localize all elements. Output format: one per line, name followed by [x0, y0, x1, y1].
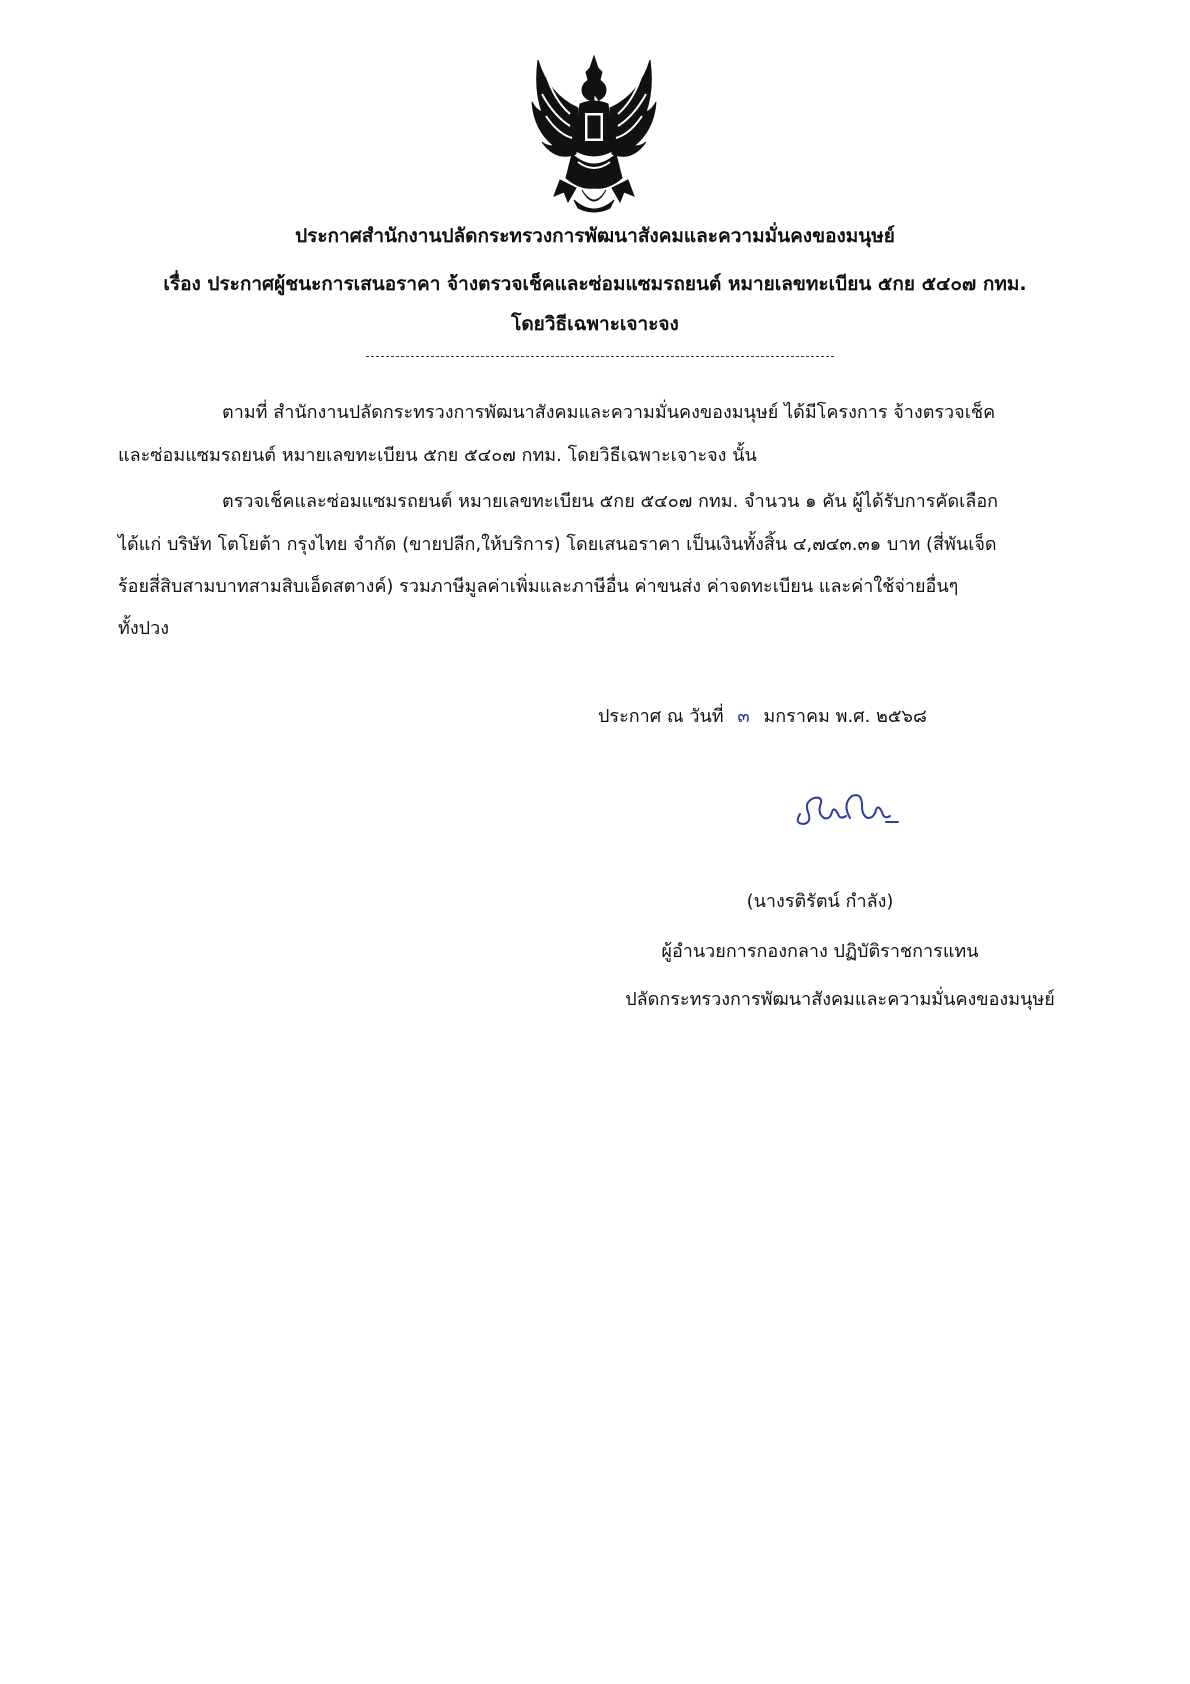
announcement-title: ประกาศสำนักงานปลัดกระทรวงการพัฒนาสังคมและความมั่นคงของมนุษย์: [295, 225, 895, 247]
signatory-position: ผู้อำนวยการกองกลาง ปฏิบัติราชการแทน: [661, 941, 979, 962]
paragraph-2-line-2: ได้แก่ บริษัท โตโยต้า กรุงไทย จำกัด (ขายปลีก,ให้บริการ) โดยเสนอราคา เป็นเงินทั้งสิ้น ๔,๗๔๓.๓๑ บาท (สี่พันเจ็ด: [118, 534, 997, 555]
date-day: ๓: [737, 706, 750, 727]
garuda-emblem-icon: [524, 50, 664, 220]
date-prefix: ประกาศ ณ วันที่: [598, 706, 724, 727]
signatory-name: (นางรติรัตน์ กำลัง): [746, 891, 894, 912]
announcement-subject: เรื่อง ประกาศผู้ชนะการเสนอราคา จ้างตรวจเช็คและซ่อมแซมรถยนต์ หมายเลขทะเบียน ๕กย ๕๔๐๗ กทม.: [163, 273, 1027, 295]
header-divider: [366, 356, 834, 357]
date-month-year: มกราคม พ.ศ. ๒๕๖๘: [763, 706, 927, 727]
handwritten-signature: [790, 784, 910, 834]
signatory-office: ปลัดกระทรวงการพัฒนาสังคมและความมั่นคงของมนุษย์: [625, 989, 1055, 1010]
paragraph-2-line-1: ตรวจเช็คและซ่อมแซมรถยนต์ หมายเลขทะเบียน ๕กย ๕๔๐๗ กทม. จำนวน ๑ คัน ผู้ได้รับการคัดเลือก: [222, 491, 999, 512]
paragraph-2-line-3: ร้อยสี่สิบสามบาทสามสิบเอ็ดสตางค์) รวมภาษีมูลค่าเพิ่มและภาษีอื่น ค่าขนส่ง ค่าจดทะเบียน และค่าใช้จ่ายอื่นๆ: [118, 576, 959, 597]
announcement-date: [598, 702, 927, 732]
paragraph-1-line-2: และซ่อมแซมรถยนต์ หมายเลขทะเบียน ๕กย ๕๔๐๗ กทม. โดยวิธีเฉพาะเจาะจง นั้น: [118, 445, 757, 466]
announcement-method: โดยวิธีเฉพาะเจาะจง: [511, 313, 679, 335]
paragraph-1-line-1: ตามที่ สำนักงานปลัดกระทรวงการพัฒนาสังคมและความมั่นคงของมนุษย์ ได้มีโครงการ จ้างตรวจเช็ค: [222, 402, 996, 423]
paragraph-2-line-4: ทั้งปวง: [118, 618, 169, 639]
